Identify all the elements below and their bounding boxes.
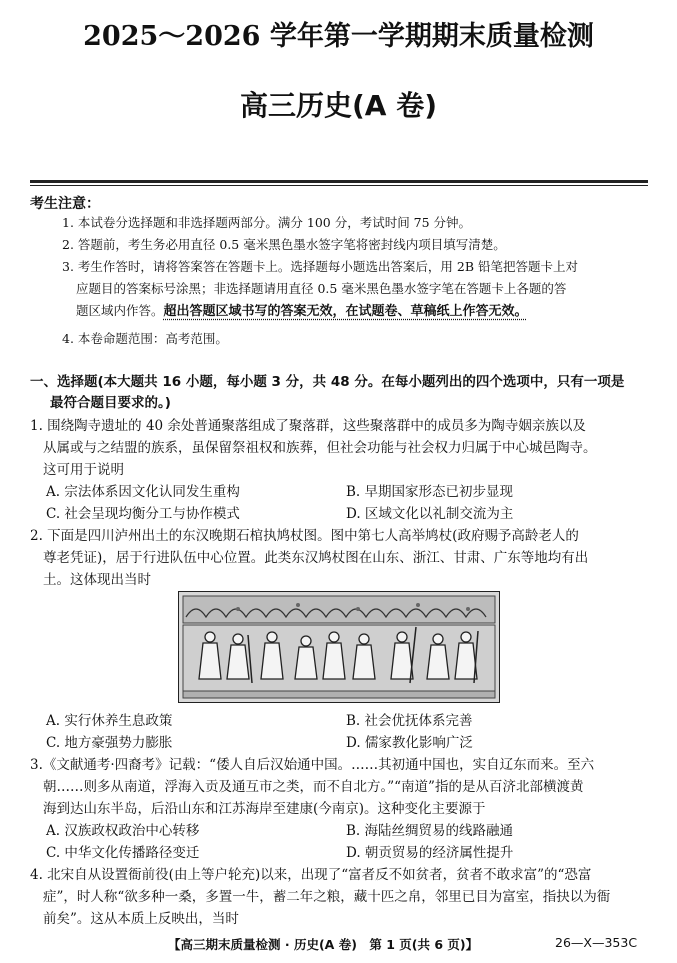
notice-item-4: 4. 本卷命题范围：高考范围。	[62, 331, 228, 346]
question-4	[30, 864, 654, 930]
section-line-1: 一、选择题(本大题共 16 小题，每小题 3 分，共 48 分。在每小题列出的四个选项中，只有一项是	[30, 374, 625, 390]
footer-page-info: 【高三期末质量检测 · 历史(A 卷) 第 1 页(共 6 页)】	[168, 937, 479, 952]
q2-options	[46, 710, 646, 754]
q3-line-2: 朝……则多从南道，浮海入贡及通互市之类，而不自北方。”“南道”指的是从百济北部横渡黄	[43, 779, 584, 795]
notice-item-2: 2. 答题前，考生务必用直径 0.5 毫米黑色墨水签字笔将密封线内项目填写清楚。	[62, 237, 506, 252]
q3-option-a[interactable]: A. 汉族政权政治中心转移	[46, 823, 200, 839]
q3-option-b[interactable]: B. 海陆丝绸贸易的线路融通	[346, 823, 514, 839]
exam-title: 2025～2026 学年第一学期期末质量检测	[83, 21, 594, 52]
q1-line-3: 这可用于说明	[43, 462, 124, 478]
q2-line-1: 2. 下面是四川泸州出土的东汉晚期石棺执鸠杖图。图中第七人高举鸠杖(政府赐予高龄老人的	[30, 528, 579, 544]
q4-line-3: 前矣”。这从本质上反映出，当时	[43, 911, 239, 927]
q3-options	[46, 820, 646, 864]
q1-option-c[interactable]: C. 社会呈现均衡分工与协作模式	[46, 506, 240, 522]
stone-coffin-dove-staff-figure	[178, 591, 500, 703]
q1-options	[46, 481, 646, 525]
question-2	[30, 525, 654, 591]
exam-subtitle: 高三历史(A 卷)	[239, 89, 437, 122]
notice-item-3-line3	[62, 300, 654, 323]
q3-line-1: 3.《文献通考·四裔考》记载：“倭人自后汉始通中国。……其初通中国也，实自辽东而来。至六	[30, 757, 595, 773]
notice-emphasis: 超出答题区域书写的答案无效，在试题卷、草稿纸上作答无效。	[163, 304, 528, 319]
notice-list	[62, 212, 654, 350]
q1-option-a[interactable]: A. 宗法体系因文化认同发生重构	[46, 484, 240, 500]
header-rule-thin	[30, 185, 648, 186]
q2-option-a[interactable]: A. 实行休养生息政策	[46, 713, 173, 729]
q1-option-b[interactable]: B. 早期国家形态已初步显现	[346, 484, 514, 500]
q1-line-2: 从属或与之结盟的族系，虽保留祭祖权和族葬，但社会功能与社会权力归属于中心城邑陶寺。	[43, 440, 597, 456]
footer-code: 26—X—353C	[555, 935, 638, 950]
notice-item-3-line1: 3. 考生作答时，请将答案答在答题卡上。选择题每小题选出答案后，用 2B 铅笔把答题卡上对	[62, 259, 578, 274]
q2-option-d[interactable]: D. 儒家教化影响广泛	[346, 735, 473, 751]
notice-item-3-line3a: 题区域内作答。	[76, 303, 164, 318]
q1-option-d[interactable]: D. 区域文化以礼制交流为主	[346, 506, 514, 522]
q3-option-d[interactable]: D. 朝贡贸易的经济属性提升	[346, 845, 514, 861]
q2-option-b[interactable]: B. 社会优抚体系完善	[346, 713, 473, 729]
q3-line-3: 海到达山东半岛，后沿山东和江苏海岸至建康(今南京)。这种变化主要源于	[43, 801, 486, 817]
section-heading	[30, 372, 652, 414]
question-3	[30, 754, 654, 820]
q2-line-3: 土。这体现出当时	[43, 572, 151, 588]
question-1	[30, 415, 654, 481]
section-line-2: 最符合题目要求的。)	[50, 395, 171, 411]
q1-line-1: 1. 围绕陶寺遗址的 40 余处普通聚落组成了聚落群，这些聚落群中的成员多为陶寺姻亲族以及	[30, 418, 586, 434]
notice-heading: 考生注意：	[30, 196, 100, 212]
q2-line-2: 尊老凭证)，居于行进队伍中心位置。此类东汉鸠杖图在山东、浙江、甘肃、广东等地均有出	[43, 550, 589, 566]
header-rule-thick	[30, 180, 648, 183]
q4-line-2: 症”，时人称“欲多种一桑，多置一牛，蓄二年之粮，藏十匹之帛，邻里已目为富室，指抉以为衙	[43, 889, 611, 905]
q2-option-c[interactable]: C. 地方豪强势力膨胀	[46, 735, 173, 751]
notice-item-3-line2: 应题目的答案标号涂黑；非选择题请用直径 0.5 毫米黑色墨水签字笔在答题卡上各题的答	[76, 281, 567, 296]
q4-line-1: 4. 北宋自从设置衙前役(由上等户轮充)以来，出现了“富者反不如贫者，贫者不敢求富”的“恐富	[30, 867, 592, 883]
notice-item-1: 1. 本试卷分选择题和非选择题两部分。满分 100 分，考试时间 75 分钟。	[62, 215, 472, 230]
q3-option-c[interactable]: C. 中华文化传播路径变迁	[46, 845, 200, 861]
